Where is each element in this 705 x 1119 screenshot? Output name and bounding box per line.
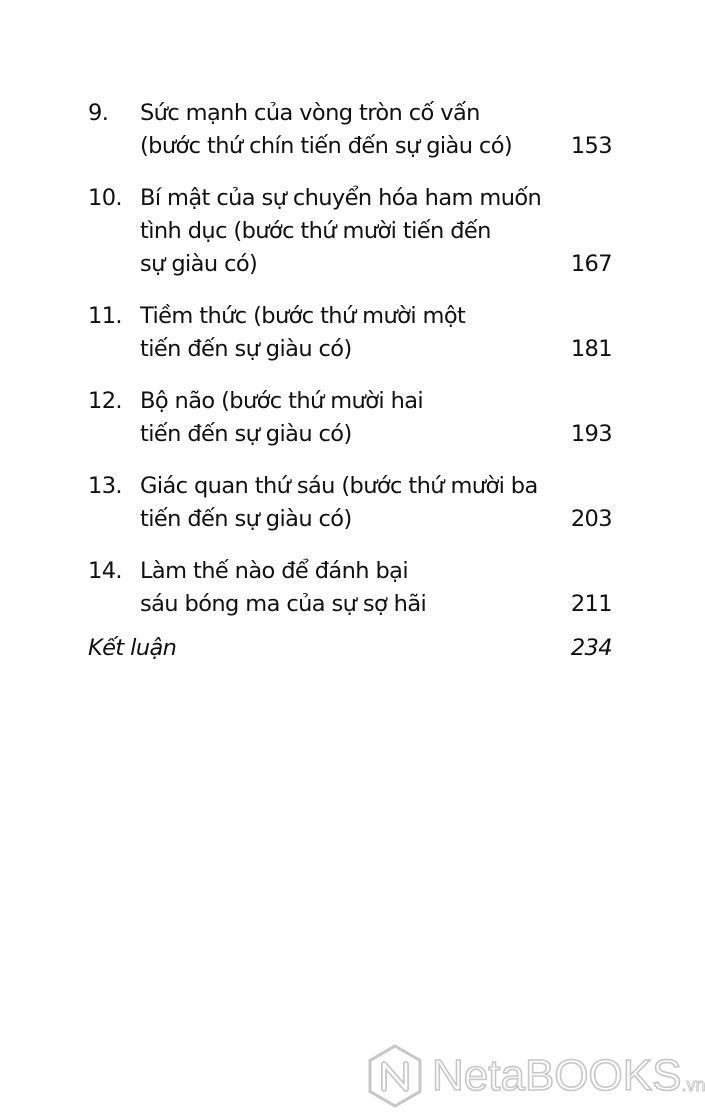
toc-entry-page-number: 211 xyxy=(570,591,612,617)
toc-entry-page-number: 167 xyxy=(570,251,612,277)
toc-entry-title-line: Bộ não (bước thứ mười hai xyxy=(140,388,424,414)
toc-entry-number: 13. xyxy=(88,473,122,499)
toc-entry[interactable] xyxy=(88,385,612,451)
toc-entry-title-line: tiến đến sự giàu có) xyxy=(140,421,352,447)
toc-entry-page-number: 153 xyxy=(570,133,612,159)
toc-conclusion-title: Kết luận xyxy=(88,635,177,661)
toc-entry-number: 10. xyxy=(88,185,122,211)
toc-entry-title-line: tiến đến sự giàu có) xyxy=(140,506,352,532)
toc-entry-title-line: tình dục (bước thứ mười tiến đến xyxy=(140,218,491,244)
toc-entry-number: 12. xyxy=(88,388,122,414)
toc-entry[interactable] xyxy=(88,470,612,536)
watermark-tld-text: .vn xyxy=(681,1075,705,1095)
toc-entry-title-line: Sức mạnh của vòng tròn cố vấn xyxy=(140,100,480,126)
toc-entry-title-line: (bước thứ chín tiến đến sự giàu có) xyxy=(140,133,513,159)
toc-entry[interactable] xyxy=(88,182,612,281)
netabooks-watermark xyxy=(366,1040,705,1112)
toc-entry-number: 11. xyxy=(88,303,122,329)
toc-conclusion-entry[interactable] xyxy=(88,632,612,665)
toc-entry-page-number: 203 xyxy=(570,506,612,532)
watermark-brand-text: NetaBOOKS xyxy=(432,1051,682,1100)
toc-entry[interactable] xyxy=(88,97,612,163)
toc-entry-title-line: Bí mật của sự chuyển hóa ham muốn xyxy=(140,185,542,211)
toc-entry-title-line: sự giàu có) xyxy=(140,251,258,277)
toc-entry[interactable] xyxy=(88,300,612,366)
toc-entry-page-number: 193 xyxy=(570,421,612,447)
toc-entry-title-line: Làm thế nào để đánh bại xyxy=(140,558,408,584)
toc-entry-title-line: sáu bóng ma của sự sợ hãi xyxy=(140,591,427,617)
toc-conclusion-page-number: 234 xyxy=(570,635,612,661)
toc-entry-title-line: tiến đến sự giàu có) xyxy=(140,336,352,362)
toc-entry-title-line: Giác quan thứ sáu (bước thứ mười ba xyxy=(140,473,538,499)
toc-entry[interactable] xyxy=(88,555,612,621)
table-of-contents xyxy=(88,97,612,665)
netabooks-logo-icon xyxy=(366,1043,424,1109)
toc-entry-number: 14. xyxy=(88,558,122,584)
toc-entry-title-line: Tiềm thức (bước thứ mười một xyxy=(140,303,466,329)
toc-entry-page-number: 181 xyxy=(570,336,612,362)
toc-entry-number: 9. xyxy=(88,100,109,126)
